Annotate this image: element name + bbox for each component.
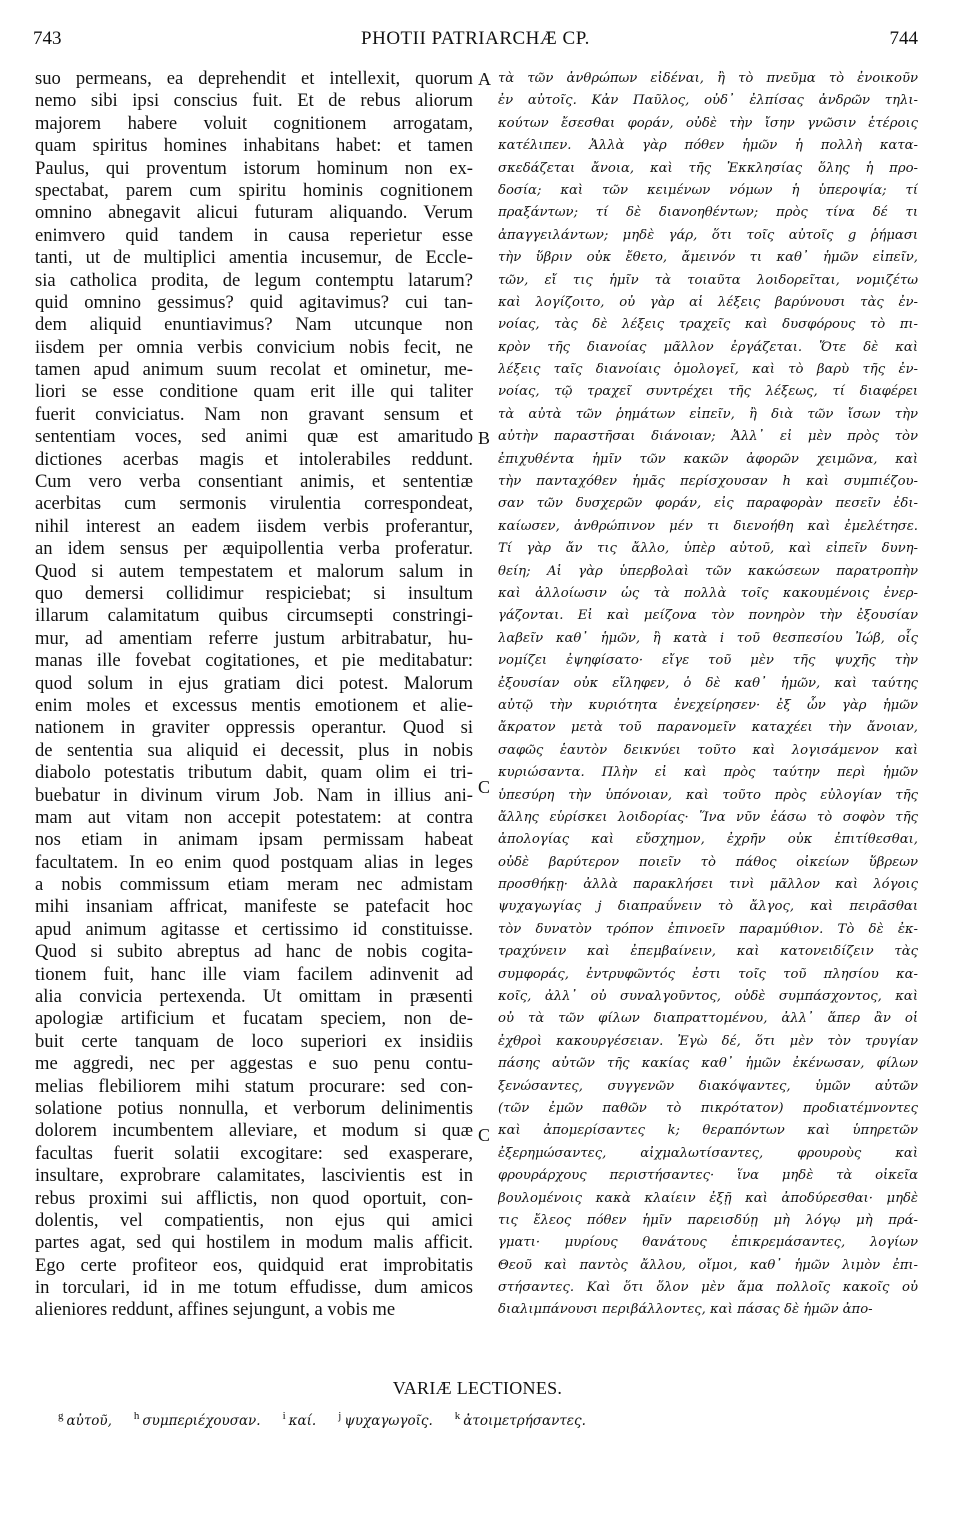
greek-text-line: διαλιμπάνουσι περιβάλλοντες, καὶ πάσας δὲ ἡμῶν ἀπο- <box>498 1302 873 1318</box>
variae-lectiones-heading: VARIÆ LECTIONES. <box>392 1378 563 1398</box>
greek-text-line: τραχύνειν καὶ ἐπεμβαίνειν, καὶ κατονειδίζειν τὰς <box>498 944 918 960</box>
latin-text-line: nihil interest an eadem iisdem verbis proferantur, <box>35 515 473 537</box>
greek-text-line: Τί γὰρ ἄν τις ἄλλο, ὑπὲρ αὐτοῦ, καὶ εἰπεῖν δυνη- <box>498 541 918 557</box>
greek-text-line: Θεοῦ καὶ παντὸς ἄλλου, οἴμοι, καθ᾽ ἡμῶν λιμὸν ἐπι- <box>498 1257 918 1273</box>
latin-text-line: diabolo potestatis tributum dabit, quam olim ei tri- <box>35 762 473 784</box>
latin-column <box>35 68 473 1322</box>
latin-text-line: apologiæ artificium et fucatam speciem, non de- <box>35 1008 473 1030</box>
greek-text-line: πραξάντων; τί δὲ διανοηθέντων; πρὸς τίνα δέ τι <box>498 205 918 221</box>
latin-text-line: quam spiritus homines inhabitans habet: et tamen <box>35 135 473 157</box>
latin-text-line: Cum vero verba consentiant animis, et sententiæ <box>35 471 473 493</box>
margin-marker-a: A <box>478 69 491 89</box>
greek-text-line: οὐ τὰ τῶν φίλων διαπραττομένου, ἀλλ᾽ ἅπερ ἂν οἱ <box>498 1011 918 1027</box>
latin-text-line: Quod si autem tempestatem et malorum salum in <box>35 560 473 582</box>
greek-text-line: ψυχαγωγίας j διαπραΰνειν τὸ ἄλγος, καὶ πειρᾶσθαι <box>498 899 918 915</box>
greek-text-line: κατέλιπεν. Ἀλλὰ γὰρ πόθεν ἡμῶν ἡ πολλὴ κατα- <box>498 138 918 154</box>
greek-text-line: τὰ αὐτὰ τῶν ῥημάτων εἰπεῖν, ἢ διὰ τῶν ἴσων τὴν <box>498 406 918 422</box>
latin-text-line: de sententia sua aliquid ei decessit, plus in nobis <box>35 739 473 761</box>
latin-text-line: Ego certe profiteor eos, quidquid erat improbitatis <box>35 1254 473 1276</box>
latin-text-line: in torculari, id in me totum effudisse, dum amicos <box>35 1277 473 1299</box>
latin-text-line: buit certe tanquam de loco superiori ex insidiis <box>35 1030 473 1052</box>
greek-text-line: καὶ ἀπομερίσαντες k; θεραπόντων καὶ ὑπηρετῶν <box>498 1123 918 1139</box>
greek-text-line: ἐν αὐτοῖς. Κἀν Παῦλος, οὐδ᾽ ἐλπίσας ἀνδρῶν τηλι- <box>498 93 918 109</box>
latin-text-line: facultatem. In eo enim quod postquam alias in leges <box>35 851 473 873</box>
latin-text-line: Paulus, qui proventum istorum hominum non ex- <box>35 157 473 179</box>
latin-text-line: mihi insaniam affricat, manifeste se patefacit hoc <box>35 896 473 918</box>
latin-text-line: tanti, ut de multiplici amentia incusemur, de Eccle- <box>35 247 473 269</box>
greek-text-line: σαφῶς ἑαυτὸν δεικνύει τοῦτο καὶ λογισάμενον καὶ <box>498 742 918 758</box>
greek-text-line: στήσαντες. Καὶ ὅτι ὅλον μὲν ἅμα πολλοῖς κακοῖς οὐ <box>498 1280 918 1296</box>
greek-text-line: λέξεις ταῖς διανοίαις ὁμολογεῖ, καὶ τὸ βαρὺ τῆς ἐν- <box>498 362 918 378</box>
latin-text-line: nationem in graviter oppressis operantur. Quod si <box>35 717 473 739</box>
running-title: PHOTII PATRIARCHÆ CP. <box>361 28 590 49</box>
variant-text: ἀτοιμετρήσαντες. <box>463 1412 586 1429</box>
latin-text-line: tamen apud animum suum recolat et ominetur, me- <box>35 359 473 381</box>
latin-text-line: liori se esse conditione quam erit ille qui taliter <box>35 381 473 403</box>
greek-text-line: δοσία; καὶ τῶν κειμένων νόμων ἡ ὑπεροψία; τί <box>498 182 918 198</box>
latin-text-line: insultare, exprobrare calamitates, lascivientis est in <box>35 1165 473 1187</box>
greek-text-line: βουλομένοις κακὰ κλαίειν ἐξῇ καὶ ἀποδύρεσθαι· μηδὲ <box>498 1190 918 1206</box>
variant-reading <box>338 1410 433 1429</box>
greek-text-line: καὶ ἀλλοίωσιν ὡς τὰ πολλὰ τοῖς κακουμένοις ἐνερ- <box>498 585 918 601</box>
variant-reading <box>58 1410 112 1429</box>
latin-text-line: facultas fuerit solatii excogitare: sed exasperare, <box>35 1142 473 1164</box>
greek-text-line: τὰ τῶν ἀνθρώπων εἰδέναι, ἢ τὸ πνεῦμα τὸ ἐνοικοῦν <box>498 71 918 86</box>
latin-text-line: iisdem per omnia verbis convicium nobis fecit, ne <box>35 336 473 358</box>
latin-text-line: manas ille fovebat cogitationes, et pie meditabatur: <box>35 650 473 672</box>
greek-text-line: ὑπεσύρη τὴν ὑπόνοιαν, καὶ τοῦτο πρὸς εὐλογίαν τῆς <box>498 787 918 803</box>
margin-marker-c: C <box>478 777 491 797</box>
latin-text-line: quid omnino gessimus? quid agitavimus? cui tan- <box>35 291 473 313</box>
greek-text-line: τῶν, εἴ τις ἡμῖν τὰ τοιαῦτα λοιδορεῖται, νομιζέτω <box>498 272 918 288</box>
latin-text-line: quo demersi collidimur respiciebat; si insultum <box>35 582 473 604</box>
greek-text-line: ἐξουσίαν οὐκ εἴληφεν, ὁ δὲ καθ᾽ ἡμῶν, καὶ ταύτης <box>498 675 918 691</box>
latin-text-line: partes agat, sed qui hostilem in modum malis afficit. <box>35 1232 473 1254</box>
latin-text-line: dolentis, vel compatientis, non ejus qui amici <box>35 1209 473 1231</box>
variant-reading <box>133 1410 261 1429</box>
latin-text-line: Quod si subito abreptus ad hanc de nobis cogita- <box>35 941 473 963</box>
latin-text-line: mam aut vitam non accepit potestatem: at contra <box>35 806 473 828</box>
greek-text-line: νοίας, τῷ τραχεῖ συντρέχει τῆς λέξεως, τί διαφέρει <box>498 384 918 400</box>
margin-marker-b: B <box>478 428 491 448</box>
variant-key: i <box>282 1410 286 1422</box>
latin-text-line: quod solum in ejus gratiam dici potest. Malorum <box>35 672 473 694</box>
latin-text-line: melias flebiliorem mihi statum procurare: sed con- <box>35 1075 473 1097</box>
latin-text-line: alia convicia pertexenda. Ut omittam in præsenti <box>35 986 473 1008</box>
latin-text-line: spectabat, parem cum spiritu hominis cognitionem <box>35 179 473 201</box>
latin-text-line: suo permeans, ea deprehendit et intellexit, quorum <box>35 68 473 89</box>
latin-text-line: alieniores reddunt, affines sejungunt, a vobis me <box>35 1299 396 1321</box>
variant-key: k <box>454 1410 461 1422</box>
greek-text-line: σαν τῶν δυσχερῶν φοράν, εἰς παραφορὰν πεσεῖν ἐδι- <box>498 496 918 512</box>
greek-text-line: πάσης αὐτῶν τῆς κακίας καθ᾽ ἡμῶν ἐκένωσαν, φίλων <box>498 1056 918 1072</box>
latin-text-line: majorem habere voluit cognitionem arrogatam, <box>35 112 473 134</box>
greek-text-line: λαβεῖν καθ᾽ ἡμῶν, ἢ κατὰ i τοῦ θεσπεσίου Ἰώβ, οἷς <box>498 630 918 646</box>
greek-text-line: αὐτῷ τὴν κυριότητα ἐνεχείρησεν· ἐξ ὧν γὰρ ἡμῶν <box>498 697 918 713</box>
latin-text-line: buebatur in divinum virum Job. Nam in illius ani- <box>35 784 473 806</box>
latin-text-line: acerbitas cum sermonis virulentia correspondeat, <box>35 493 473 515</box>
greek-text-line: κοῖς, ἀλλ᾽ οὐ συναλγοῦντος, οὐδὲ συμπάσχοντος, καὶ <box>498 989 918 1005</box>
variant-text: συμπεριέχουσαν. <box>142 1412 261 1429</box>
latin-text-line: enim moles et excessus mentis emotionem et alie- <box>35 694 473 716</box>
latin-text-line: illarum calamitatum quibus circumsepti constringi- <box>35 605 473 627</box>
margin-marker-c-lower: C <box>478 1125 491 1145</box>
latin-text-line: tionem fuit, hanc ille viam facilem adinvenit ad <box>35 963 473 985</box>
latin-text-line: dictiones acerbas magis et intolerabiles reddunt. <box>35 448 473 470</box>
greek-text-line: καίωσεν, ἀνθρώπινον μέν τι διενοήθη καὶ ἐμελέτησε. <box>498 518 918 534</box>
greek-text-line: ἐξερημώσαντες, αἰχμαλωτίσαντες, φρουροὺς καὶ <box>498 1145 918 1161</box>
greek-text-line: κυριώσαντα. Πλὴν εἰ καὶ πρὸς ταύτην περὶ ἡμῶν <box>498 765 918 781</box>
variant-text: καί. <box>288 1412 317 1429</box>
latin-text-line: fuerit conviciatus. Nam non gravant sensum et <box>35 403 473 425</box>
variant-reading <box>282 1410 317 1429</box>
latin-text-line: mur, ad amentiam referre justum arbitrabatur, hu- <box>35 627 473 649</box>
variae-lectiones-list <box>58 1410 918 1429</box>
greek-text-line: ἐπιχυθέντα ἡμῖν τῶν κακῶν ἀφορῶν χειμῶνα, καὶ <box>498 451 918 467</box>
greek-text-line: καὶ λογίζοιτο, οὐ γὰρ αἱ λέξεις βαρύνουσι τὰς ἐν- <box>498 294 918 310</box>
greek-text-line: ξενώσαντες, συγγενῶν διακόψαντες, ὑμῶν αὐτῶν <box>498 1078 918 1094</box>
greek-text-line: ἀπαγγειλάντων; μηδὲ γάρ, ὅτι τοῖς αὐτοῖς g ῥήμασι <box>498 227 918 243</box>
latin-text-line: apud animum agitasse et certissimo id constituisse. <box>35 918 473 940</box>
greek-text-line: ἐχθροὶ κακουργέσειαν. Ἐγὼ δέ, ὅτι μὲν τὸν τρυγίαν <box>498 1033 918 1049</box>
latin-text-line: sententiam voces, sed animi quæ est amaritudo <box>35 426 473 448</box>
greek-text-line: θείη; Αἱ γὰρ ὑπερβολαὶ τῶν κακώσεων παρατροπὴν <box>498 563 918 579</box>
variant-key: j <box>338 1410 342 1422</box>
latin-text-line: a nobis commissum etiam meram nec admistam <box>35 874 473 896</box>
latin-text-line: dem aliquid enuntiavimus? Nam utcunque non <box>35 314 473 336</box>
greek-column <box>498 68 918 1322</box>
latin-text-line: nos etiam in animam ipsam permissam habeat <box>35 829 473 851</box>
greek-text-line: τὴν πανταχόθεν ἡμᾶς περίσχουσαν h καὶ συμπιέζου- <box>498 474 918 490</box>
latin-text-line: nemo sibi ipsi conscius fuit. Et de rebus aliorum <box>35 90 473 112</box>
greek-text-line: τις ἔλεος πόθεν ἡμῖν παρεισδύῃ μὴ λόγῳ μὴ πρά- <box>498 1212 918 1228</box>
greek-text-line: (τῶν ἐμῶν παθῶν τὸ πικρότατον) προδιατέμνοντες <box>498 1100 918 1116</box>
latin-text-line: omnino abnegavit alicui futuram aliquando. Verum <box>35 202 473 224</box>
greek-text-line: κούτων ἔσεσθαι φοράν, οὐδὲ τὴν ἴσην γνῶσιν ἑτέροις <box>498 115 918 131</box>
variant-key: g <box>58 1410 64 1422</box>
greek-text-line: νομίζει ἐψηφίσατο· εἴγε τοῦ μὲν τῆς ψυχῆς τὴν <box>498 653 918 669</box>
latin-text-line: me aggredi, nec per aggestas e suo penu contu- <box>35 1053 473 1075</box>
variant-key: h <box>133 1410 140 1422</box>
greek-text-line: συμφοράς, ἐντρυφῶντός ἐστι τοῖς τοῦ πλησίου κα- <box>498 966 918 982</box>
variant-text: αὐτοῦ, <box>66 1412 112 1429</box>
latin-text-line: sia catholica prodita, de legum contemptu latarum? <box>35 269 473 291</box>
latin-text-line: dolorem incumbentem alleviare, et modum si quæ <box>35 1120 473 1142</box>
latin-text-line: an idem sensus per æquipollentia verba proferatur. <box>35 538 473 560</box>
variant-reading <box>454 1410 586 1429</box>
greek-text-line: ἄλλης εὑρίσκει λοιδορίας· Ἵνα νῦν ἐάσω τὸ σοφὸν τῆς <box>498 809 918 825</box>
greek-text-line: σκεδάζεται ἄνοια, καὶ τῆς Ἐκκλησίας ὅλης ἡ προ- <box>498 160 918 176</box>
greek-text-line: τὴν ὕβριν οὐκ ἔθετο, ἄμεινόν τι καθ᾽ ἡμῶν εἰπεῖν, <box>498 250 918 266</box>
latin-text-line: solatione potius nonnulla, et verborum delinimentis <box>35 1097 473 1119</box>
greek-text-line: νοίας, τὰς δὲ λέξεις τραχεῖς καὶ δυσφόρους τὸ πι- <box>498 317 918 333</box>
page-number-left: 743 <box>33 28 62 49</box>
page-header <box>33 28 918 58</box>
greek-text-line: προσθήκῃ· ἀλλὰ παρακλήσει τινὶ μᾶλλον καὶ λόγοις <box>498 877 918 893</box>
latin-text-line: enimvero quid tandem in causa reperietur esse <box>35 224 473 246</box>
greek-text-line: ἄκρατον μετὰ τοῦ παρανομεῖν καταχέει τὴν ἄνοιαν, <box>498 720 918 736</box>
greek-text-line: αὐτὴν παραστῆσαι διάνοιαν; Ἀλλ᾽ εἰ μὲν πρὸς τὸν <box>498 429 918 445</box>
greek-text-line: κρὸν τῆς διανοίας μᾶλλον ἐργάζεται. Ὅτε δὲ καὶ <box>498 339 918 355</box>
variant-text: ψυχαγωγοῖς. <box>344 1412 433 1429</box>
greek-text-line: γάζονται. Εἰ καὶ μείζονα τὸν πονηρὸν τὴν ἐξουσίαν <box>498 608 918 624</box>
latin-text-line: rebus proximi sui afflictis, non quod oportuit, con- <box>35 1187 473 1209</box>
greek-text-line: ἀπολογίας καὶ εὔσχημον, ἐχρῆν οὐκ ἐπιτίθεσθαι, <box>498 832 918 848</box>
greek-text-line: τὸν δυνατὸν τρόπον ἐπινοεῖν παραμύθιον. Τὸ δὲ ἐκ- <box>498 921 918 937</box>
greek-text-line: γματι· μυρίους θανάτους ἐπικρεμάσαντες, λογίων <box>498 1235 918 1251</box>
page-number-right: 744 <box>889 28 918 49</box>
greek-text-line: οὐδὲ βαρύτερον ποιεῖν τὸ πάθος οἰκείων ὕβρεων <box>498 854 918 870</box>
greek-text-line: φρουράρχους περιστήσαντες· ἵνα μηδὲ τὰ οἰκεῖα <box>498 1168 918 1184</box>
